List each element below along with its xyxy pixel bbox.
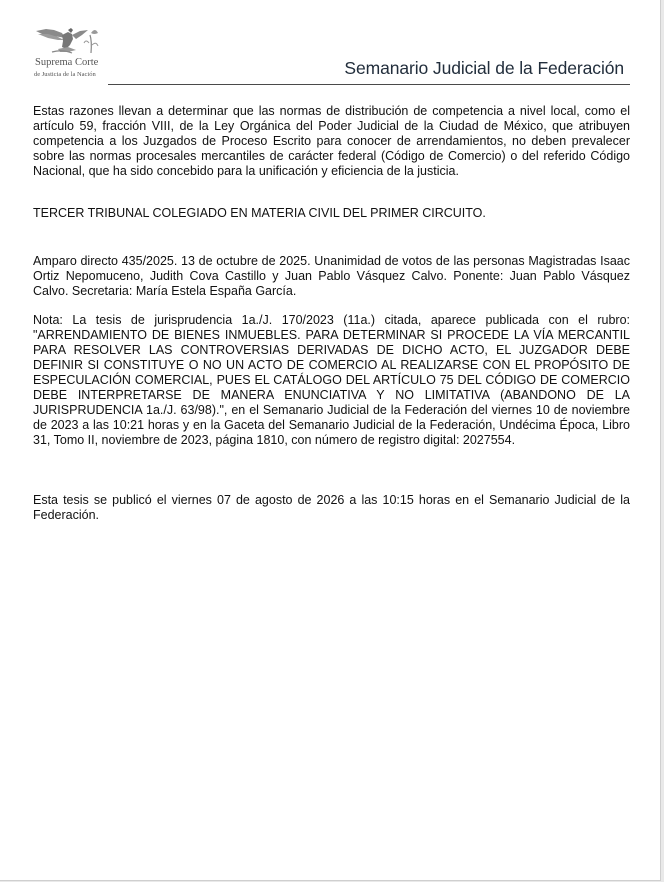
paragraph-publication: Esta tesis se publicó el viernes 07 de agosto de 2026 a las 10:15 horas en el Semanario Judicial de la Federación. xyxy=(33,493,630,522)
court-name: TERCER TRIBUNAL COLEGIADO EN MATERIA CIVIL DEL PRIMER CIRCUITO. xyxy=(33,206,486,220)
logo-text-justicia: de Justicia de la Nación xyxy=(34,71,96,78)
eagle-emblem-icon xyxy=(32,25,106,57)
header-divider xyxy=(108,84,630,85)
page-title: Semanario Judicial de la Federación xyxy=(344,58,624,78)
logo-text-suprema-corte: Suprema Corte xyxy=(35,57,99,68)
paragraph-reasoning: Estas razones llevan a determinar que las normas de distribución de competencia a nivel local, como el artículo 59, fracción VIII, de la Ley Orgánica del Poder Judicial de la Ciudad de México, que atribuyen competencia a los Juzgados de Proceso Escrito para conocer de arrendamientos, no deben prevalecer sobre las normas procesales mercantiles de carácter federal (Código de Comercio) o del referido Código Nacional, que ha sido concebido para la unificación y eficiencia de la justicia. xyxy=(33,104,630,178)
paragraph-amparo: Amparo directo 435/2025. 13 de octubre de 2025. Unanimidad de votos de las personas Magistradas Isaac Ortiz Nepomuceno, Judith Cova Castillo y Juan Pablo Vásquez Calvo. Ponente: Juan Pablo Vásquez Calvo. Secretaria: María Estela España García. xyxy=(33,254,630,298)
paragraph-nota: Nota: La tesis de jurisprudencia 1a./J. 170/2023 (11a.) citada, aparece publicada con el rubro: "ARRENDAMIENTO DE BIENES INMUEBLES. PARA DETERMINAR SI PROCEDE LA VÍA MERCANTIL PARA RESOLVER LAS CONTROVERSIAS DERIVADAS DE DICHO ACTO, EL JUZGADOR DEBE DEFINIR SI CONSTITUYE O NO UN ACTO DE COMERCIO AL REALIZARSE CON EL PROPÓSITO DE ESPECULACIÓN COMERCIAL, PUES EL CATÁLOGO DEL ARTÍCULO 75 DEL CÓDIGO DE COMERCIO DEBE INTERPRETARSE DE MANERA ENUNCIATIVA Y NO LIMITATIVA (ABANDONO DE LA JURISPRUDENCIA 1a./J. 63/98).", en el Semanario Judicial de la Federación del viernes 10 de noviembre de 2023 a las 10:21 horas y en la Gaceta del Semanario Judicial de la Federación, Undécima Época, Libro 31, Tomo II, noviembre de 2023, página 1810, con número de registro digital: 2027554. xyxy=(33,313,630,447)
scjn-logo xyxy=(30,25,108,85)
